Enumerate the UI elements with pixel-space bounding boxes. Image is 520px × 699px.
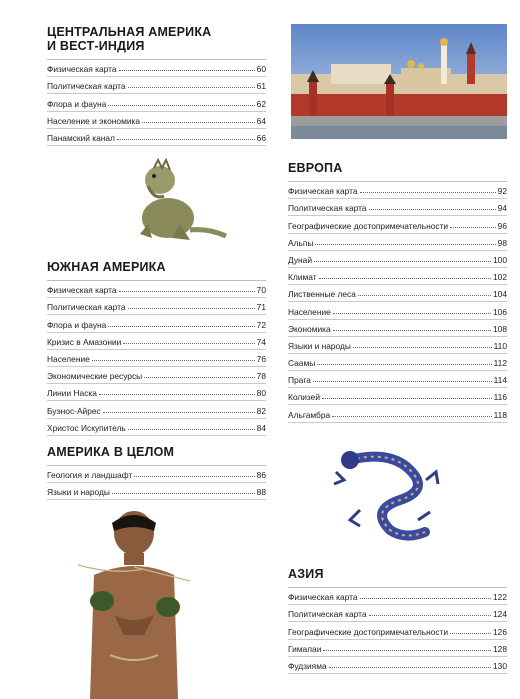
toc-row xyxy=(47,129,266,146)
toc-page-number: 114 xyxy=(493,375,507,386)
toc-entry-title: Политическая карта xyxy=(288,203,367,214)
toc-row xyxy=(288,354,507,371)
toc-page-number: 102 xyxy=(493,272,507,283)
toc-row xyxy=(288,337,507,354)
toc-dot-leader xyxy=(360,191,496,193)
toc-dot-leader xyxy=(144,376,255,378)
toc-dot-leader xyxy=(322,397,492,399)
toc-dot-leader xyxy=(117,138,255,140)
toc-row xyxy=(288,216,507,233)
toc-page-number: 122 xyxy=(493,592,507,603)
toc-row xyxy=(47,94,266,111)
toc-row xyxy=(288,405,507,422)
toc-entry-title: Географические достопримечательности xyxy=(288,220,449,231)
toc-row xyxy=(288,199,507,216)
toc-dot-leader xyxy=(103,411,255,413)
section-heading: ЦЕНТРАЛЬНАЯ АМЕРИКА И ВЕСТ-ИНДИЯ xyxy=(47,25,212,53)
toc-dot-leader xyxy=(369,614,491,616)
toc-row xyxy=(47,367,266,384)
toc-entry-title: Физическая карта xyxy=(47,64,117,75)
toc-dot-leader xyxy=(128,307,255,309)
toc-row xyxy=(47,483,266,500)
toc-page-number: 94 xyxy=(497,203,507,214)
toc-page-number: 88 xyxy=(256,487,266,498)
toc-row xyxy=(288,302,507,319)
toc-page-number: 96 xyxy=(497,220,507,231)
toc-page-number: 112 xyxy=(493,358,507,369)
toc-page-number: 104 xyxy=(493,289,507,300)
toc-entry-title: Климат xyxy=(288,272,317,283)
toc-dot-leader xyxy=(450,226,496,228)
toc-row xyxy=(288,640,507,657)
toc-entry-title: Колизей xyxy=(288,392,320,403)
toc-entry-title: Языки и народы xyxy=(288,340,351,351)
toc-dot-leader xyxy=(128,86,255,88)
toc-dot-leader xyxy=(358,294,491,296)
toc-dot-leader xyxy=(323,649,491,651)
toc-dot-leader xyxy=(92,359,255,361)
toc-row xyxy=(288,234,507,251)
toc-entry-title: Панамский канал xyxy=(47,132,115,143)
toc-page-number: 124 xyxy=(493,609,507,620)
toc-entry-title: Экономика xyxy=(288,323,331,334)
person-photo xyxy=(74,505,194,699)
toc-page-number: 118 xyxy=(493,409,507,420)
iguana-photo xyxy=(118,150,228,250)
toc-row xyxy=(47,281,266,298)
toc-dot-leader xyxy=(99,393,255,395)
toc-entry-title: Экономические ресурсы xyxy=(47,371,143,382)
toc-dot-leader xyxy=(314,260,491,262)
toc-page-number: 82 xyxy=(256,405,266,416)
toc-dot-leader xyxy=(313,380,492,382)
toc-entry-title: Политическая карта xyxy=(47,81,126,92)
toc-dot-leader xyxy=(319,277,492,279)
toc-entry-title: Саамы xyxy=(288,358,316,369)
toc-dot-leader xyxy=(128,428,255,430)
kremlin-photo xyxy=(291,24,507,139)
toc-entry-title: Физическая карта xyxy=(288,186,358,197)
toc-page-number: 130 xyxy=(493,660,507,671)
toc-dot-leader xyxy=(329,666,491,668)
toc-entry-title: Дунай xyxy=(288,254,313,265)
toc-page-number: 92 xyxy=(497,186,507,197)
toc-entry-title: Географические достопримечательности xyxy=(288,626,449,637)
toc-entry-title: Физическая карта xyxy=(288,592,358,603)
toc-dot-leader xyxy=(119,290,255,292)
section-heading: ЮЖНАЯ АМЕРИКА xyxy=(47,260,166,274)
toc-dot-leader xyxy=(332,415,492,417)
section-heading: АЗИЯ xyxy=(288,567,324,581)
section-south-america xyxy=(47,260,266,436)
toc-page-number: 61 xyxy=(256,81,266,92)
toc-entry-title: Линии Наска xyxy=(47,388,97,399)
toc-row xyxy=(288,268,507,285)
toc-row xyxy=(288,657,507,674)
toc-page-number: 86 xyxy=(256,470,266,481)
toc-row xyxy=(288,285,507,302)
toc-row xyxy=(47,384,266,401)
toc-dot-leader xyxy=(112,492,255,494)
toc-page-number: 110 xyxy=(493,340,507,351)
toc-page-number: 108 xyxy=(493,323,507,334)
toc-row xyxy=(47,112,266,129)
toc-row xyxy=(47,466,266,483)
toc-row xyxy=(47,315,266,332)
toc-dot-leader xyxy=(360,597,491,599)
toc-dot-leader xyxy=(333,329,491,331)
dragon-photo xyxy=(330,440,442,552)
toc-page-number: 128 xyxy=(493,643,507,654)
toc-row xyxy=(47,419,266,436)
toc-page-number: 64 xyxy=(256,115,266,126)
toc-dot-leader xyxy=(108,104,254,106)
toc-entry-title: Фудзияма xyxy=(288,660,327,671)
toc-entry-title: Физическая карта xyxy=(47,285,117,296)
toc-dot-leader xyxy=(119,69,255,71)
toc-entry-title: Гималаи xyxy=(288,643,322,654)
toc-dot-leader xyxy=(450,632,491,634)
toc-entry-title: Политическая карта xyxy=(47,302,126,313)
toc-entry-title: Политическая карта xyxy=(288,609,367,620)
section-asia xyxy=(288,567,507,674)
toc-entry-title: Население и экономика xyxy=(47,115,141,126)
toc-entry-title: Языки и народы xyxy=(47,487,110,498)
toc-page-number: 62 xyxy=(256,98,266,109)
toc-row xyxy=(47,60,266,77)
toc-page-number: 66 xyxy=(256,132,266,143)
toc-dot-leader xyxy=(353,346,492,348)
toc-row xyxy=(47,298,266,315)
toc-row xyxy=(288,588,507,605)
toc-page-number: 78 xyxy=(256,371,266,382)
toc-dot-leader xyxy=(123,342,254,344)
toc-row xyxy=(288,182,507,199)
toc-page-number: 60 xyxy=(256,64,266,75)
toc-page-number: 84 xyxy=(256,422,266,433)
toc-page-number: 80 xyxy=(256,388,266,399)
toc-page-number: 70 xyxy=(256,285,266,296)
section-america-general xyxy=(47,445,266,500)
toc-dot-leader xyxy=(108,325,254,327)
toc-entry-title: Христос Искупитель xyxy=(47,422,126,433)
section-heading: АМЕРИКА В ЦЕЛОМ xyxy=(47,445,175,459)
toc-dot-leader xyxy=(315,243,495,245)
toc-page-number: 100 xyxy=(493,254,507,265)
toc-row xyxy=(288,605,507,622)
section-central-america xyxy=(47,25,266,146)
toc-entry-title: Флора и фауна xyxy=(47,319,107,330)
toc-row xyxy=(288,371,507,388)
toc-page-number: 126 xyxy=(493,626,507,637)
toc-entry-title: Население xyxy=(288,306,331,317)
toc-page-number: 98 xyxy=(497,237,507,248)
toc-dot-leader xyxy=(134,475,254,477)
toc-page-number: 76 xyxy=(256,353,266,364)
toc-page-number: 71 xyxy=(256,302,266,313)
toc-entry-title: Геология и ландшафт xyxy=(47,470,133,481)
toc-entry-title: Население xyxy=(47,353,90,364)
toc-row xyxy=(288,320,507,337)
toc-page-number: 106 xyxy=(493,306,507,317)
toc-dot-leader xyxy=(317,363,491,365)
toc-page-number: 74 xyxy=(256,336,266,347)
toc-page-number: 72 xyxy=(256,319,266,330)
toc-entry-title: Альпы xyxy=(288,237,314,248)
section-europe xyxy=(288,161,507,423)
toc-entry-title: Буэнос-Айрес xyxy=(47,405,101,416)
toc-page-number: 116 xyxy=(493,392,507,403)
toc-dot-leader xyxy=(333,312,491,314)
toc-row xyxy=(47,401,266,418)
toc-row xyxy=(288,251,507,268)
toc-row xyxy=(47,350,266,367)
toc-row xyxy=(47,77,266,94)
toc-dot-leader xyxy=(369,208,496,210)
toc-entry-title: Лиственные леса xyxy=(288,289,356,300)
toc-row xyxy=(288,388,507,405)
toc-dot-leader xyxy=(142,121,255,123)
toc-entry-title: Прага xyxy=(288,375,311,386)
toc-entry-title: Кризис в Амазонии xyxy=(47,336,122,347)
toc-row xyxy=(47,333,266,350)
toc-entry-title: Альгамбра xyxy=(288,409,331,420)
toc-row xyxy=(288,622,507,639)
section-heading: ЕВРОПА xyxy=(288,161,343,175)
toc-entry-title: Флора и фауна xyxy=(47,98,107,109)
